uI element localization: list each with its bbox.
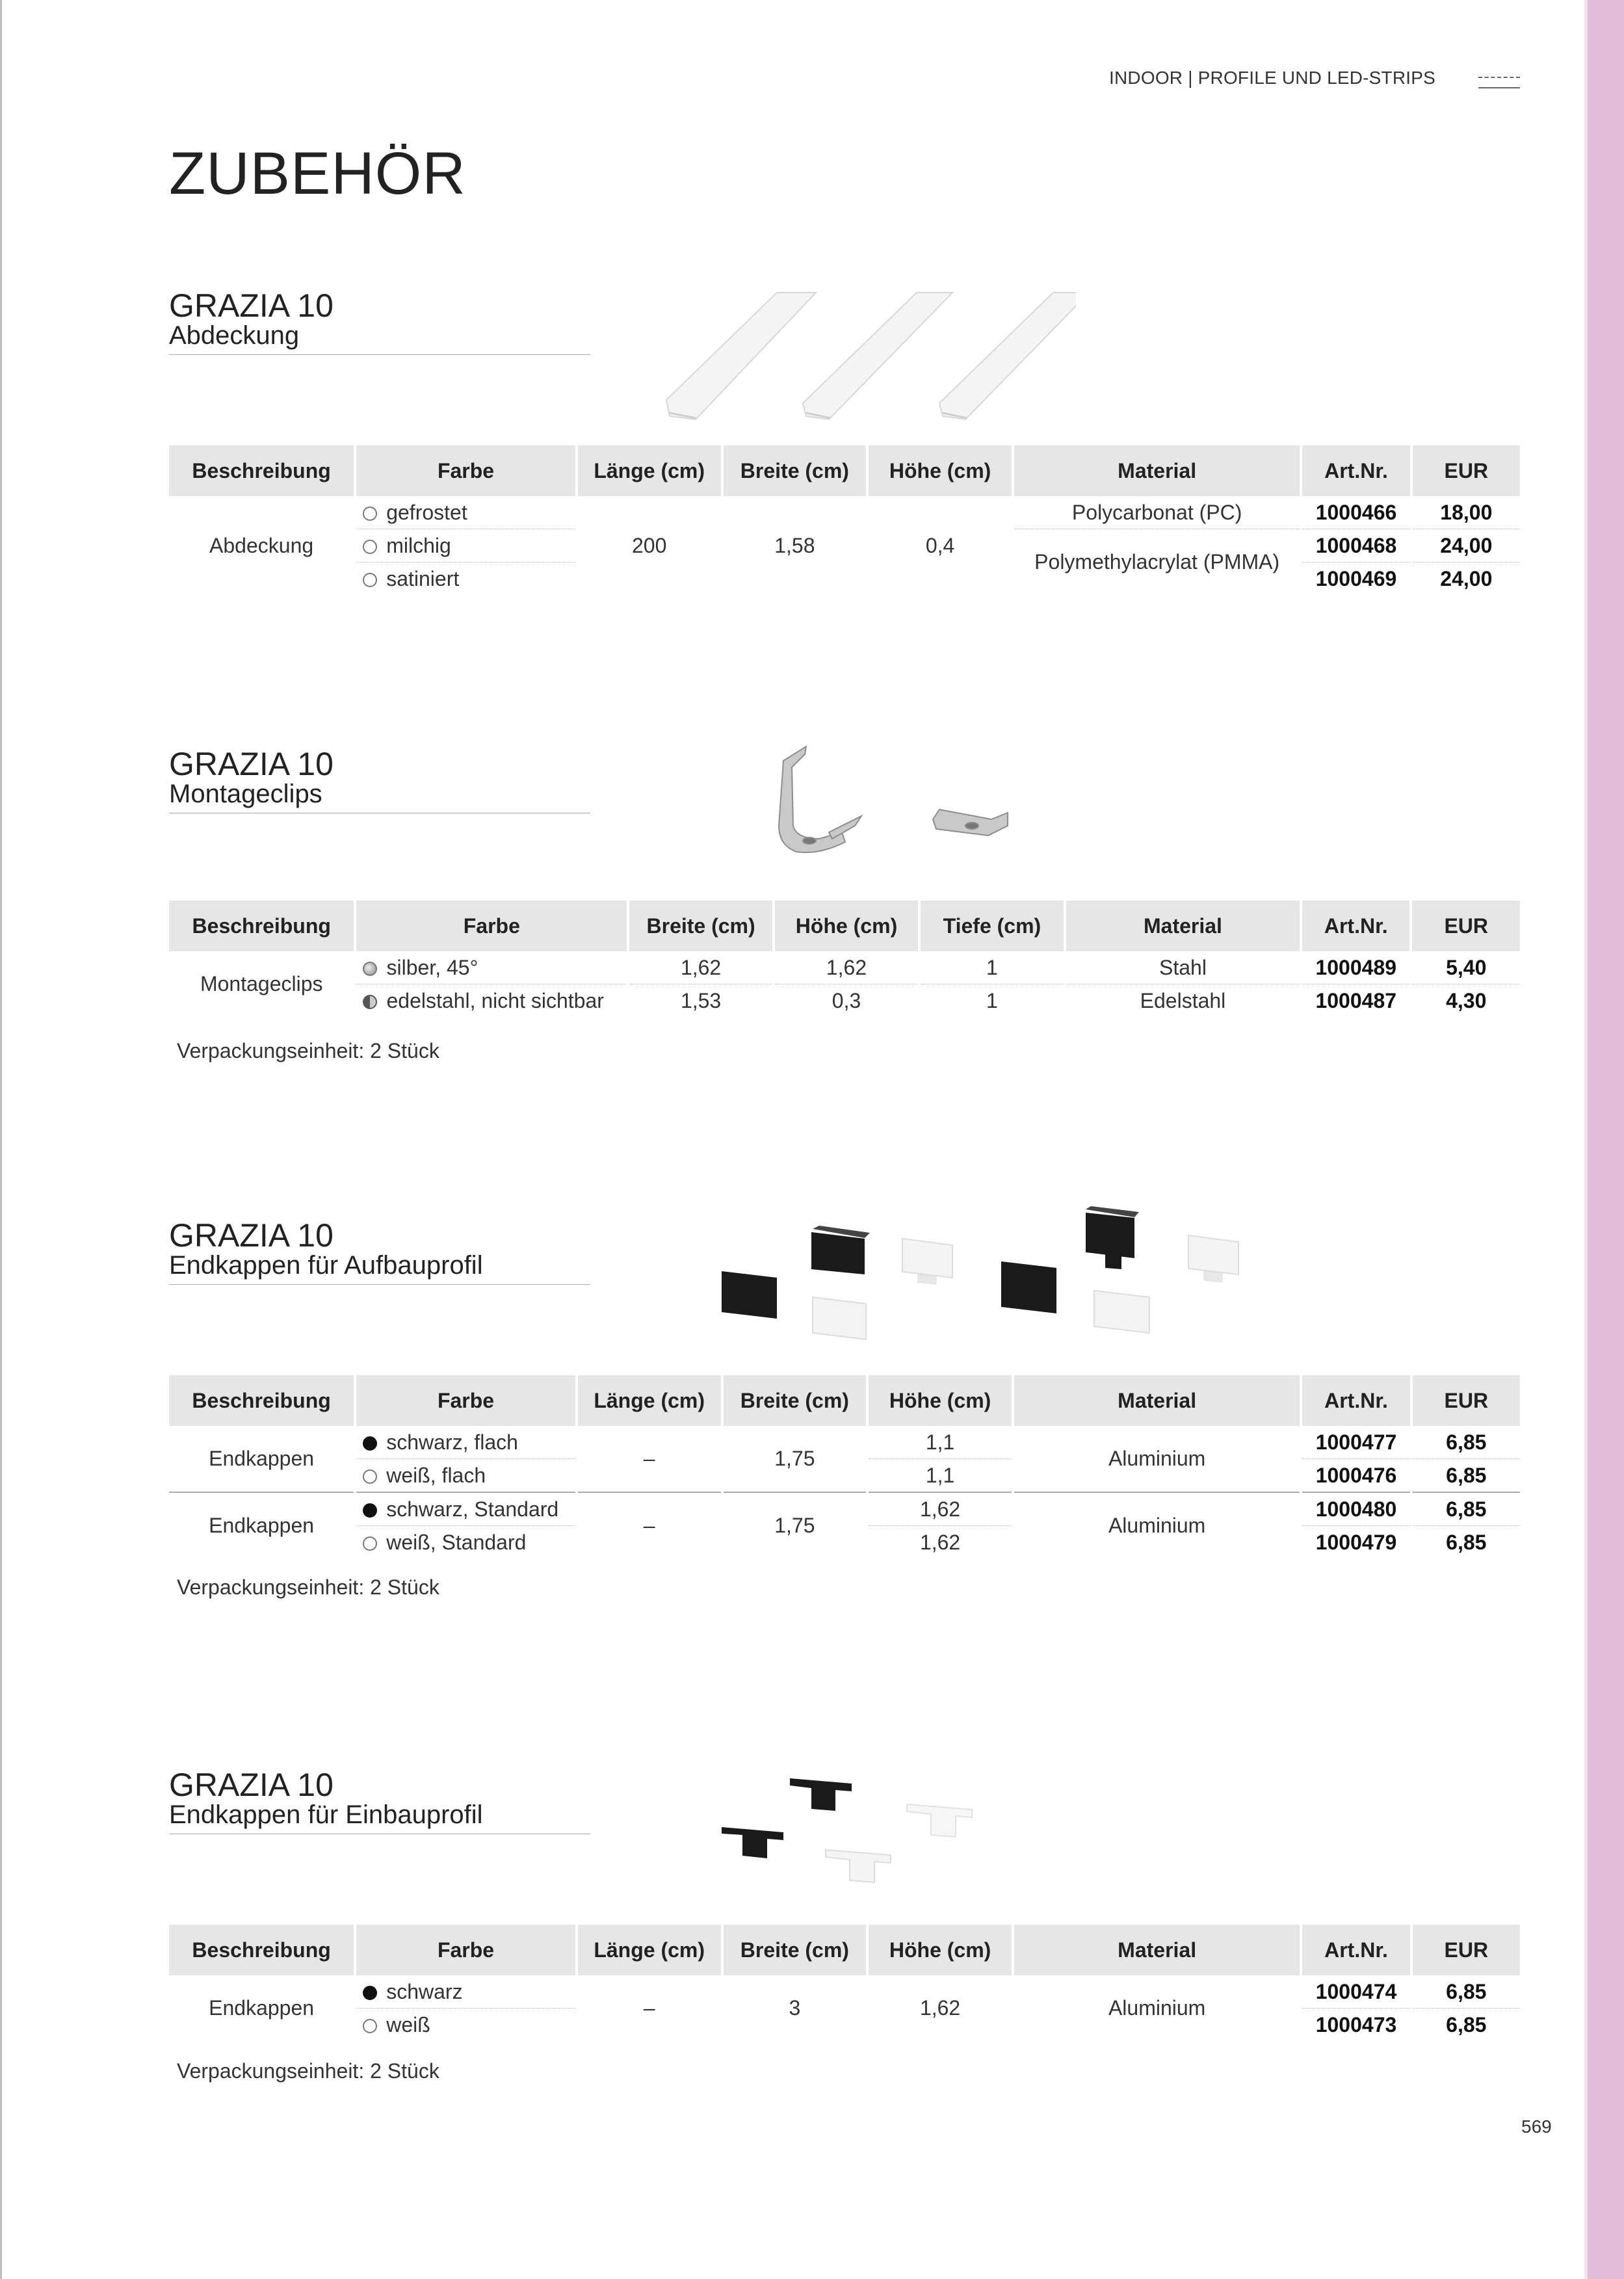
cell-farbe: gefrostet — [356, 496, 575, 529]
section-subtitle: Endkappen für Aufbauprofil — [169, 1251, 483, 1280]
cell-artnr: 1000489 — [1302, 951, 1409, 984]
endkappen-aufbau-table — [166, 1375, 1523, 1559]
packaging-note: Verpackungseinheit: 2 Stück — [177, 2059, 439, 2083]
section-montageclips — [169, 748, 1521, 1086]
running-header: INDOOR | PROFILE UND LED-STRIPS — [1109, 68, 1435, 88]
table-row — [169, 496, 1520, 529]
col-header: Höhe (cm) — [869, 1375, 1012, 1426]
cell-material: Edelstahl — [1140, 988, 1226, 1012]
cell-material: Stahl — [1066, 951, 1300, 984]
cell-material: Aluminium — [1108, 1447, 1206, 1470]
col-header: Länge (cm) — [578, 445, 721, 496]
white-circle-icon — [363, 540, 377, 554]
cell-artnr: 1000477 — [1302, 1426, 1409, 1459]
col-header: Farbe — [356, 1925, 575, 1975]
cell-beschreibung: Endkappen — [209, 1996, 315, 2020]
cell-breite: 3 — [789, 1996, 801, 2020]
page-title: ZUBEHÖR — [169, 140, 466, 207]
endkappen-einbau-table — [166, 1925, 1523, 2041]
white-circle-icon — [363, 573, 377, 587]
col-header: Tiefe (cm) — [921, 901, 1064, 951]
montageclips-image — [735, 741, 1203, 878]
col-header: Beschreibung — [169, 1375, 354, 1426]
cell-material: Polycarbonat (PC) — [1014, 496, 1300, 529]
black-circle-icon — [363, 1986, 377, 2000]
cell-artnr: 1000476 — [1315, 1463, 1397, 1487]
white-circle-icon — [363, 507, 377, 521]
packaging-note: Verpackungseinheit: 2 Stück — [177, 1575, 439, 1599]
cell-farbe: weiß — [356, 2009, 575, 2041]
col-header: Art.Nr. — [1302, 1925, 1409, 1975]
col-header: Beschreibung — [169, 1925, 354, 1975]
col-header: Höhe (cm) — [775, 901, 918, 951]
abdeckung-table — [166, 445, 1523, 595]
silver-circle-icon — [363, 962, 377, 976]
section-endkappen-aufbau — [169, 1219, 1521, 1622]
cell-farbe: satiniert — [356, 562, 575, 595]
cell-farbe: schwarz, flach — [356, 1426, 575, 1459]
col-header: Breite (cm) — [629, 901, 772, 951]
cell-eur: 6,85 — [1446, 1530, 1487, 1554]
white-circle-icon — [363, 1469, 377, 1484]
col-header: Art.Nr. — [1302, 1375, 1409, 1426]
white-circle-icon — [363, 1536, 377, 1551]
cell-beschreibung: Endkappen — [169, 1492, 354, 1559]
cell-hoehe: 1,62 — [919, 1530, 961, 1554]
side-color-band — [1588, 0, 1624, 2279]
cell-farbe: edelstahl, nicht sichtbar — [356, 984, 627, 1017]
section-abdeckung — [169, 289, 1521, 614]
header-mark-icon — [1478, 77, 1520, 88]
cell-breite: 1,58 — [774, 533, 815, 557]
table-row — [169, 984, 1520, 1017]
col-header: Farbe — [356, 1375, 575, 1426]
section-subtitle: Endkappen für Einbauprofil — [169, 1800, 483, 1829]
page-left-rule — [0, 0, 2, 2279]
col-header: Farbe — [356, 901, 627, 951]
cell-eur: 4,30 — [1446, 988, 1487, 1012]
section-subtitle: Montageclips — [169, 780, 322, 808]
cell-eur: 6,85 — [1413, 1975, 1520, 2009]
cell-farbe: silber, 45° — [356, 951, 627, 984]
col-header: Material — [1014, 1375, 1300, 1426]
cell-farbe: schwarz, Standard — [356, 1492, 575, 1526]
col-header: Art.Nr. — [1302, 445, 1409, 496]
cell-hoehe: 1,62 — [919, 1996, 961, 2020]
cell-tiefe: 1 — [986, 988, 998, 1012]
cell-beschreibung: Endkappen — [209, 1447, 315, 1470]
cell-artnr: 1000480 — [1302, 1492, 1409, 1526]
cell-material: Polymethylacrylat (PMMA) — [1034, 550, 1280, 573]
cell-eur: 18,00 — [1413, 496, 1520, 529]
section-heading — [169, 748, 590, 813]
cell-hoehe: 1,1 — [925, 1463, 955, 1487]
col-header: EUR — [1413, 445, 1520, 496]
section-endkappen-einbau — [169, 1769, 1521, 2107]
cell-beschreibung: Abdeckung — [209, 533, 314, 557]
cell-artnr: 1000466 — [1302, 496, 1409, 529]
cell-farbe: schwarz — [356, 1975, 575, 2009]
cell-eur: 24,00 — [1440, 566, 1493, 590]
cell-eur: 6,85 — [1413, 1426, 1520, 1459]
cover-strips-image — [660, 289, 1076, 426]
cell-hoehe: 0,4 — [925, 533, 955, 557]
col-header: Farbe — [356, 445, 575, 496]
page-number: 569 — [1521, 2116, 1552, 2137]
cell-breite: 1,53 — [680, 988, 722, 1012]
section-heading — [169, 1769, 590, 1834]
cell-tiefe: 1 — [921, 951, 1064, 984]
cell-laenge: – — [643, 1996, 655, 2020]
cell-laenge: – — [578, 1492, 721, 1559]
col-header: Höhe (cm) — [869, 445, 1012, 496]
cell-farbe: weiß, flach — [356, 1459, 575, 1492]
cell-eur: 6,85 — [1413, 1492, 1520, 1526]
cell-farbe: milchig — [356, 529, 575, 562]
cell-laenge: 200 — [631, 533, 667, 557]
black-circle-icon — [363, 1503, 377, 1518]
cell-eur: 6,85 — [1446, 2012, 1487, 2036]
cell-breite: 1,75 — [724, 1492, 867, 1559]
endcaps-aufbau-image — [722, 1196, 1411, 1352]
col-header: Länge (cm) — [578, 1925, 721, 1975]
section-name: GRAZIA 10 — [169, 1217, 334, 1254]
cell-hoehe: 1,62 — [869, 1492, 1012, 1526]
cell-hoehe: 1,1 — [869, 1426, 1012, 1459]
section-heading — [169, 289, 590, 355]
col-header: Beschreibung — [169, 901, 354, 951]
cell-laenge: – — [643, 1447, 655, 1470]
cell-beschreibung: Montageclips — [200, 972, 323, 995]
col-header: Material — [1014, 1925, 1300, 1975]
col-header: Beschreibung — [169, 445, 354, 496]
section-name: GRAZIA 10 — [169, 1767, 334, 1803]
cell-eur: 5,40 — [1412, 951, 1520, 984]
table-row — [169, 1492, 1520, 1526]
steel-circle-icon — [363, 995, 377, 1009]
cell-artnr: 1000487 — [1315, 988, 1397, 1012]
cell-farbe: weiß, Standard — [356, 1526, 575, 1559]
table-row — [169, 1426, 1520, 1459]
table-row — [169, 951, 1520, 984]
col-header: Breite (cm) — [724, 1925, 867, 1975]
cell-eur: 24,00 — [1413, 529, 1520, 562]
section-heading — [169, 1219, 590, 1285]
cell-material: Aluminium — [1108, 1996, 1206, 2020]
cell-breite: 1,62 — [629, 951, 772, 984]
section-subtitle: Abdeckung — [169, 321, 300, 350]
black-circle-icon — [363, 1436, 377, 1451]
section-name: GRAZIA 10 — [169, 746, 334, 782]
col-header: EUR — [1412, 901, 1520, 951]
col-header: Breite (cm) — [724, 1375, 867, 1426]
packaging-note: Verpackungseinheit: 2 Stück — [177, 1039, 439, 1062]
col-header: Material — [1066, 901, 1300, 951]
montageclips-table — [166, 901, 1523, 1017]
cell-artnr: 1000479 — [1315, 1530, 1397, 1554]
col-header: Länge (cm) — [578, 1375, 721, 1426]
col-header: EUR — [1413, 1925, 1520, 1975]
cell-hoehe: 0,3 — [832, 988, 861, 1012]
cell-artnr: 1000469 — [1315, 566, 1397, 590]
col-header: EUR — [1413, 1375, 1520, 1426]
table-row — [169, 1975, 1520, 2009]
cell-eur: 6,85 — [1446, 1463, 1487, 1487]
section-name: GRAZIA 10 — [169, 287, 334, 324]
white-circle-icon — [363, 2019, 377, 2033]
endcaps-einbau-image — [722, 1762, 982, 1892]
col-header: Höhe (cm) — [869, 1925, 1012, 1975]
cell-hoehe: 1,62 — [775, 951, 918, 984]
cell-breite: 1,75 — [774, 1447, 815, 1470]
cell-artnr: 1000468 — [1302, 529, 1409, 562]
col-header: Art.Nr. — [1302, 901, 1409, 951]
cell-material: Aluminium — [1014, 1492, 1300, 1559]
cell-artnr: 1000474 — [1302, 1975, 1409, 2009]
col-header: Material — [1014, 445, 1300, 496]
cell-artnr: 1000473 — [1315, 2012, 1397, 2036]
col-header: Breite (cm) — [724, 445, 867, 496]
